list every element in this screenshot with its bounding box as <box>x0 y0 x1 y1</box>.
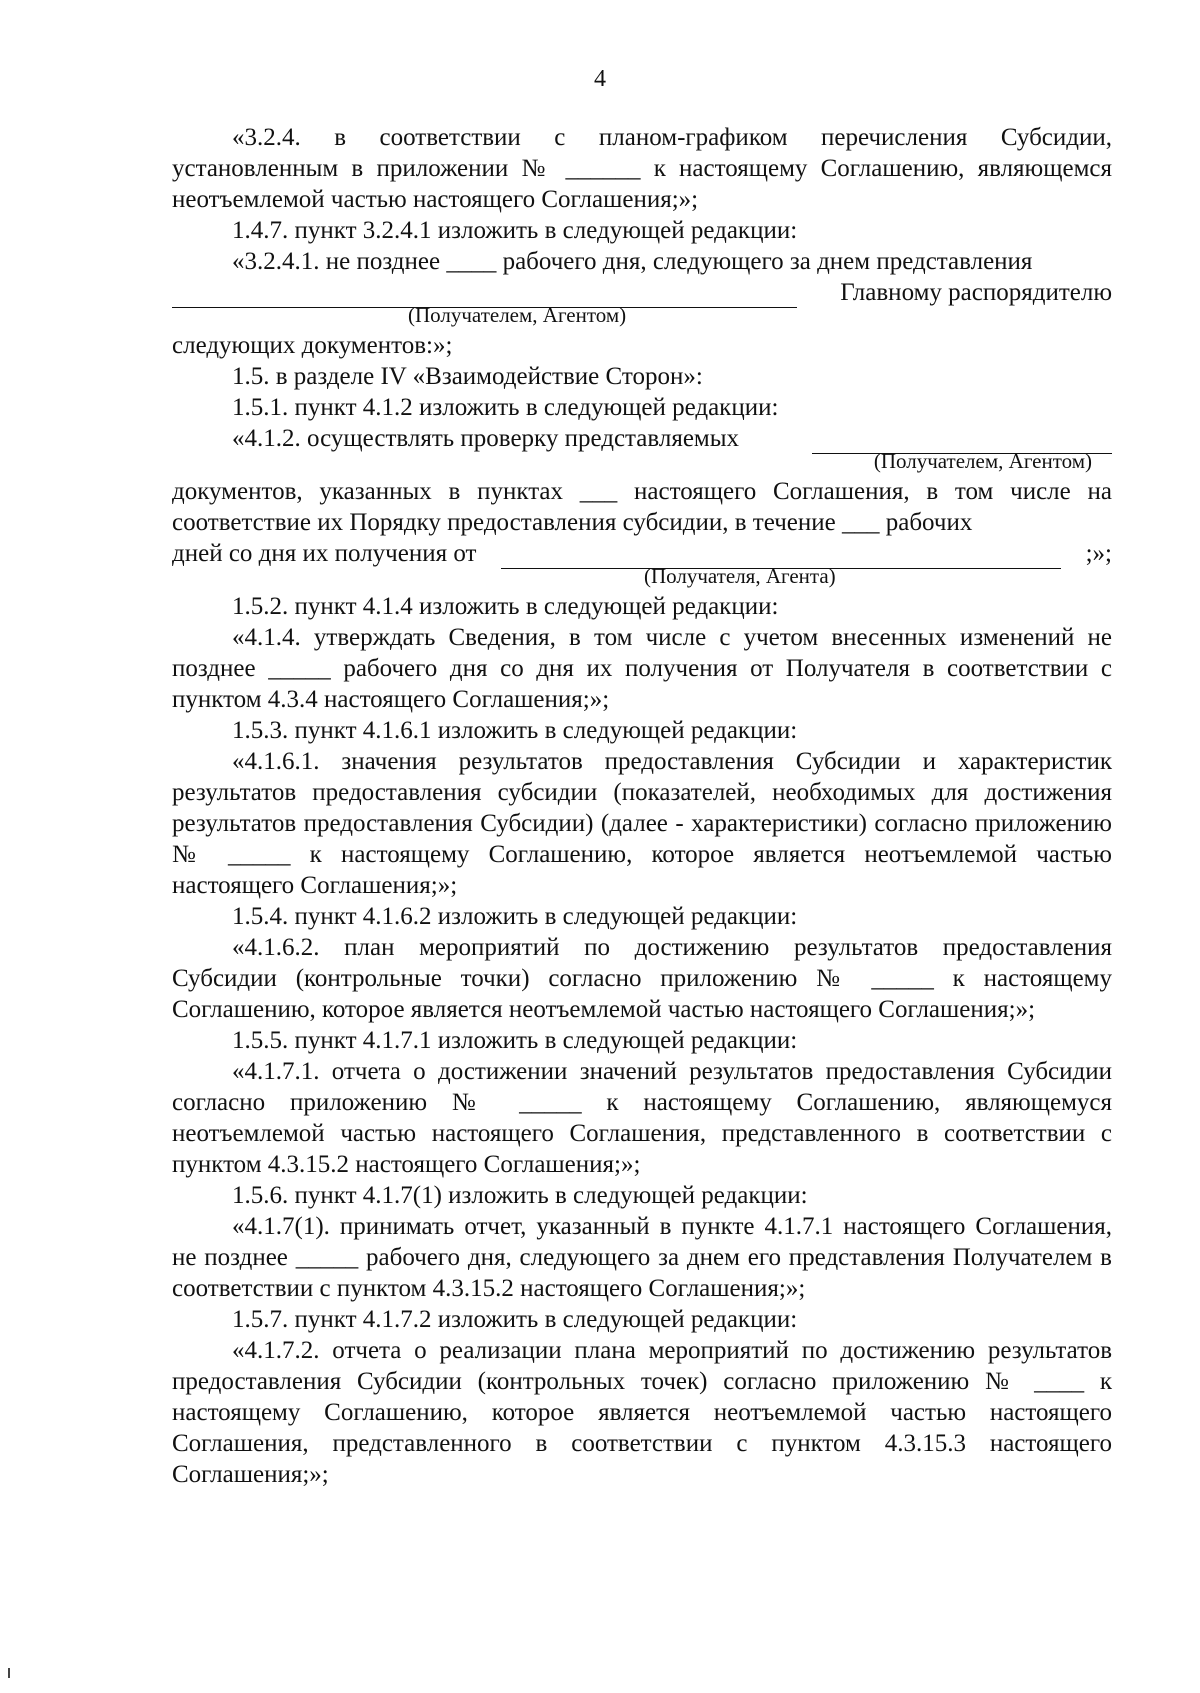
paragraph-4-1-7-1: «4.1.7.1. отчета о достижении значений результатов предоставления Субсидии согласно приложению № _____ к настоящему Соглашению, являющемуся неотъемлемой частью настоящего Соглашения, представленного в соответствии с пунктом 4.3.15.2 настоящего Соглашения;»; <box>172 1058 1112 1178</box>
scan-artifact <box>8 1668 10 1678</box>
received-from-label: дней со дня их получения от <box>172 540 477 567</box>
paragraph-1-5: 1.5. в разделе IV «Взаимодействие Сторон»: <box>232 363 703 390</box>
paragraph-1-5-7: 1.5.7. пункт 4.1.7.2 изложить в следующей редакции: <box>232 1306 798 1333</box>
paragraph-1-5-2: 1.5.2. пункт 4.1.4 изложить в следующей редакции: <box>232 593 779 620</box>
paragraph-4-1-2-start: «4.1.2. осуществлять проверку представляемых <box>232 425 740 452</box>
caption-row <box>172 565 1112 587</box>
paragraph-1-5-1: 1.5.1. пункт 4.1.2 изложить в следующей редакции: <box>232 394 779 421</box>
document-body <box>172 122 1112 1490</box>
line-caption: (Получателем, Агентом) <box>408 303 627 327</box>
received-from-end: ;»; <box>1085 540 1112 567</box>
paragraph-1-4-7: 1.4.7. пункт 3.2.4.1 изложить в следующей редакции: <box>232 217 798 244</box>
paragraph-1-5-6: 1.5.6. пункт 4.1.7(1) изложить в следующей редакции: <box>232 1182 808 1209</box>
caption-row <box>172 304 1112 326</box>
recipient-line-end: Главному распорядителю <box>840 279 1112 306</box>
paragraph-4-1-7-2: «4.1.7.2. отчета о реализации плана мероприятий по достижению результатов предоставления Субсидии (контрольных точек) согласно приложению № ____ к настоящему Соглашению, которое является неотъемлемой частью настоящего Соглашения, представленного в соответствии с пунктом 4.3.15.3 настоящего Соглашения;»; <box>172 1337 1112 1488</box>
paragraph-3-2-4-1-start: «3.2.4.1. не позднее ____ рабочего дня, следующего за днем представления <box>232 248 1033 275</box>
page-number: 4 <box>594 66 606 92</box>
paragraph-4-1-4: «4.1.4. утверждать Сведения, в том числе с учетом внесенных изменений не позднее _____ рабочего дня со дня их получения от Получателя в соответствии с пунктом 4.3.4 настоящего Соглашения;»; <box>172 624 1112 713</box>
line-caption: (Получателя, Агента) <box>644 564 836 588</box>
paragraph-1-5-5: 1.5.5. пункт 4.1.7.1 изложить в следующей редакции: <box>232 1027 798 1054</box>
paragraph-4-1-6-2: «4.1.6.2. план мероприятий по достижению результатов предоставления Субсидии (контрольные точки) согласно приложению № _____ к настоящему Соглашению, которое является неотъемлемой частью настоящего Соглашения;»; <box>172 934 1112 1023</box>
line-caption: (Получателем, Агентом) <box>873 449 1092 473</box>
paragraph-1-5-3: 1.5.3. пункт 4.1.6.1 изложить в следующей редакции: <box>232 717 798 744</box>
paragraph-3-2-4-1-end: следующих документов:»; <box>172 332 453 359</box>
paragraph-1-5-4: 1.5.4. пункт 4.1.6.2 изложить в следующей редакции: <box>232 903 798 930</box>
paragraph-4-1-2-body: документов, указанных в пунктах ___ настоящего Соглашения, в том числе на соответствие их Порядку предоставления субсидии, в течение ___ рабочих <box>172 478 1112 536</box>
paragraph-4-1-6-1: «4.1.6.1. значения результатов предоставления Субсидии и характеристик результатов предоставления субсидии (показателей, необходимых для достижения результатов предоставления Субсидии) (далее - характеристики) согласно приложению № _____ к настоящему Соглашению, которое является неотъемлемой частью настоящего Соглашения;»; <box>172 748 1112 899</box>
paragraph-3-2-4: «3.2.4. в соответствии с планом-графиком перечисления Субсидии, установленным в приложении № ______ к настоящему Соглашению, являющемся неотъемлемой частью настоящего Соглашения;»; <box>172 124 1112 213</box>
paragraph-4-1-7-1-receive: «4.1.7(1). принимать отчет, указанный в пункте 4.1.7.1 настоящего Соглашения, не позднее _____ рабочего дня, следующего за днем его представления Получателем в соответствии с пунктом 4.3.15.2 настоящего Соглашения;»; <box>172 1213 1112 1302</box>
caption-row <box>172 450 1112 472</box>
